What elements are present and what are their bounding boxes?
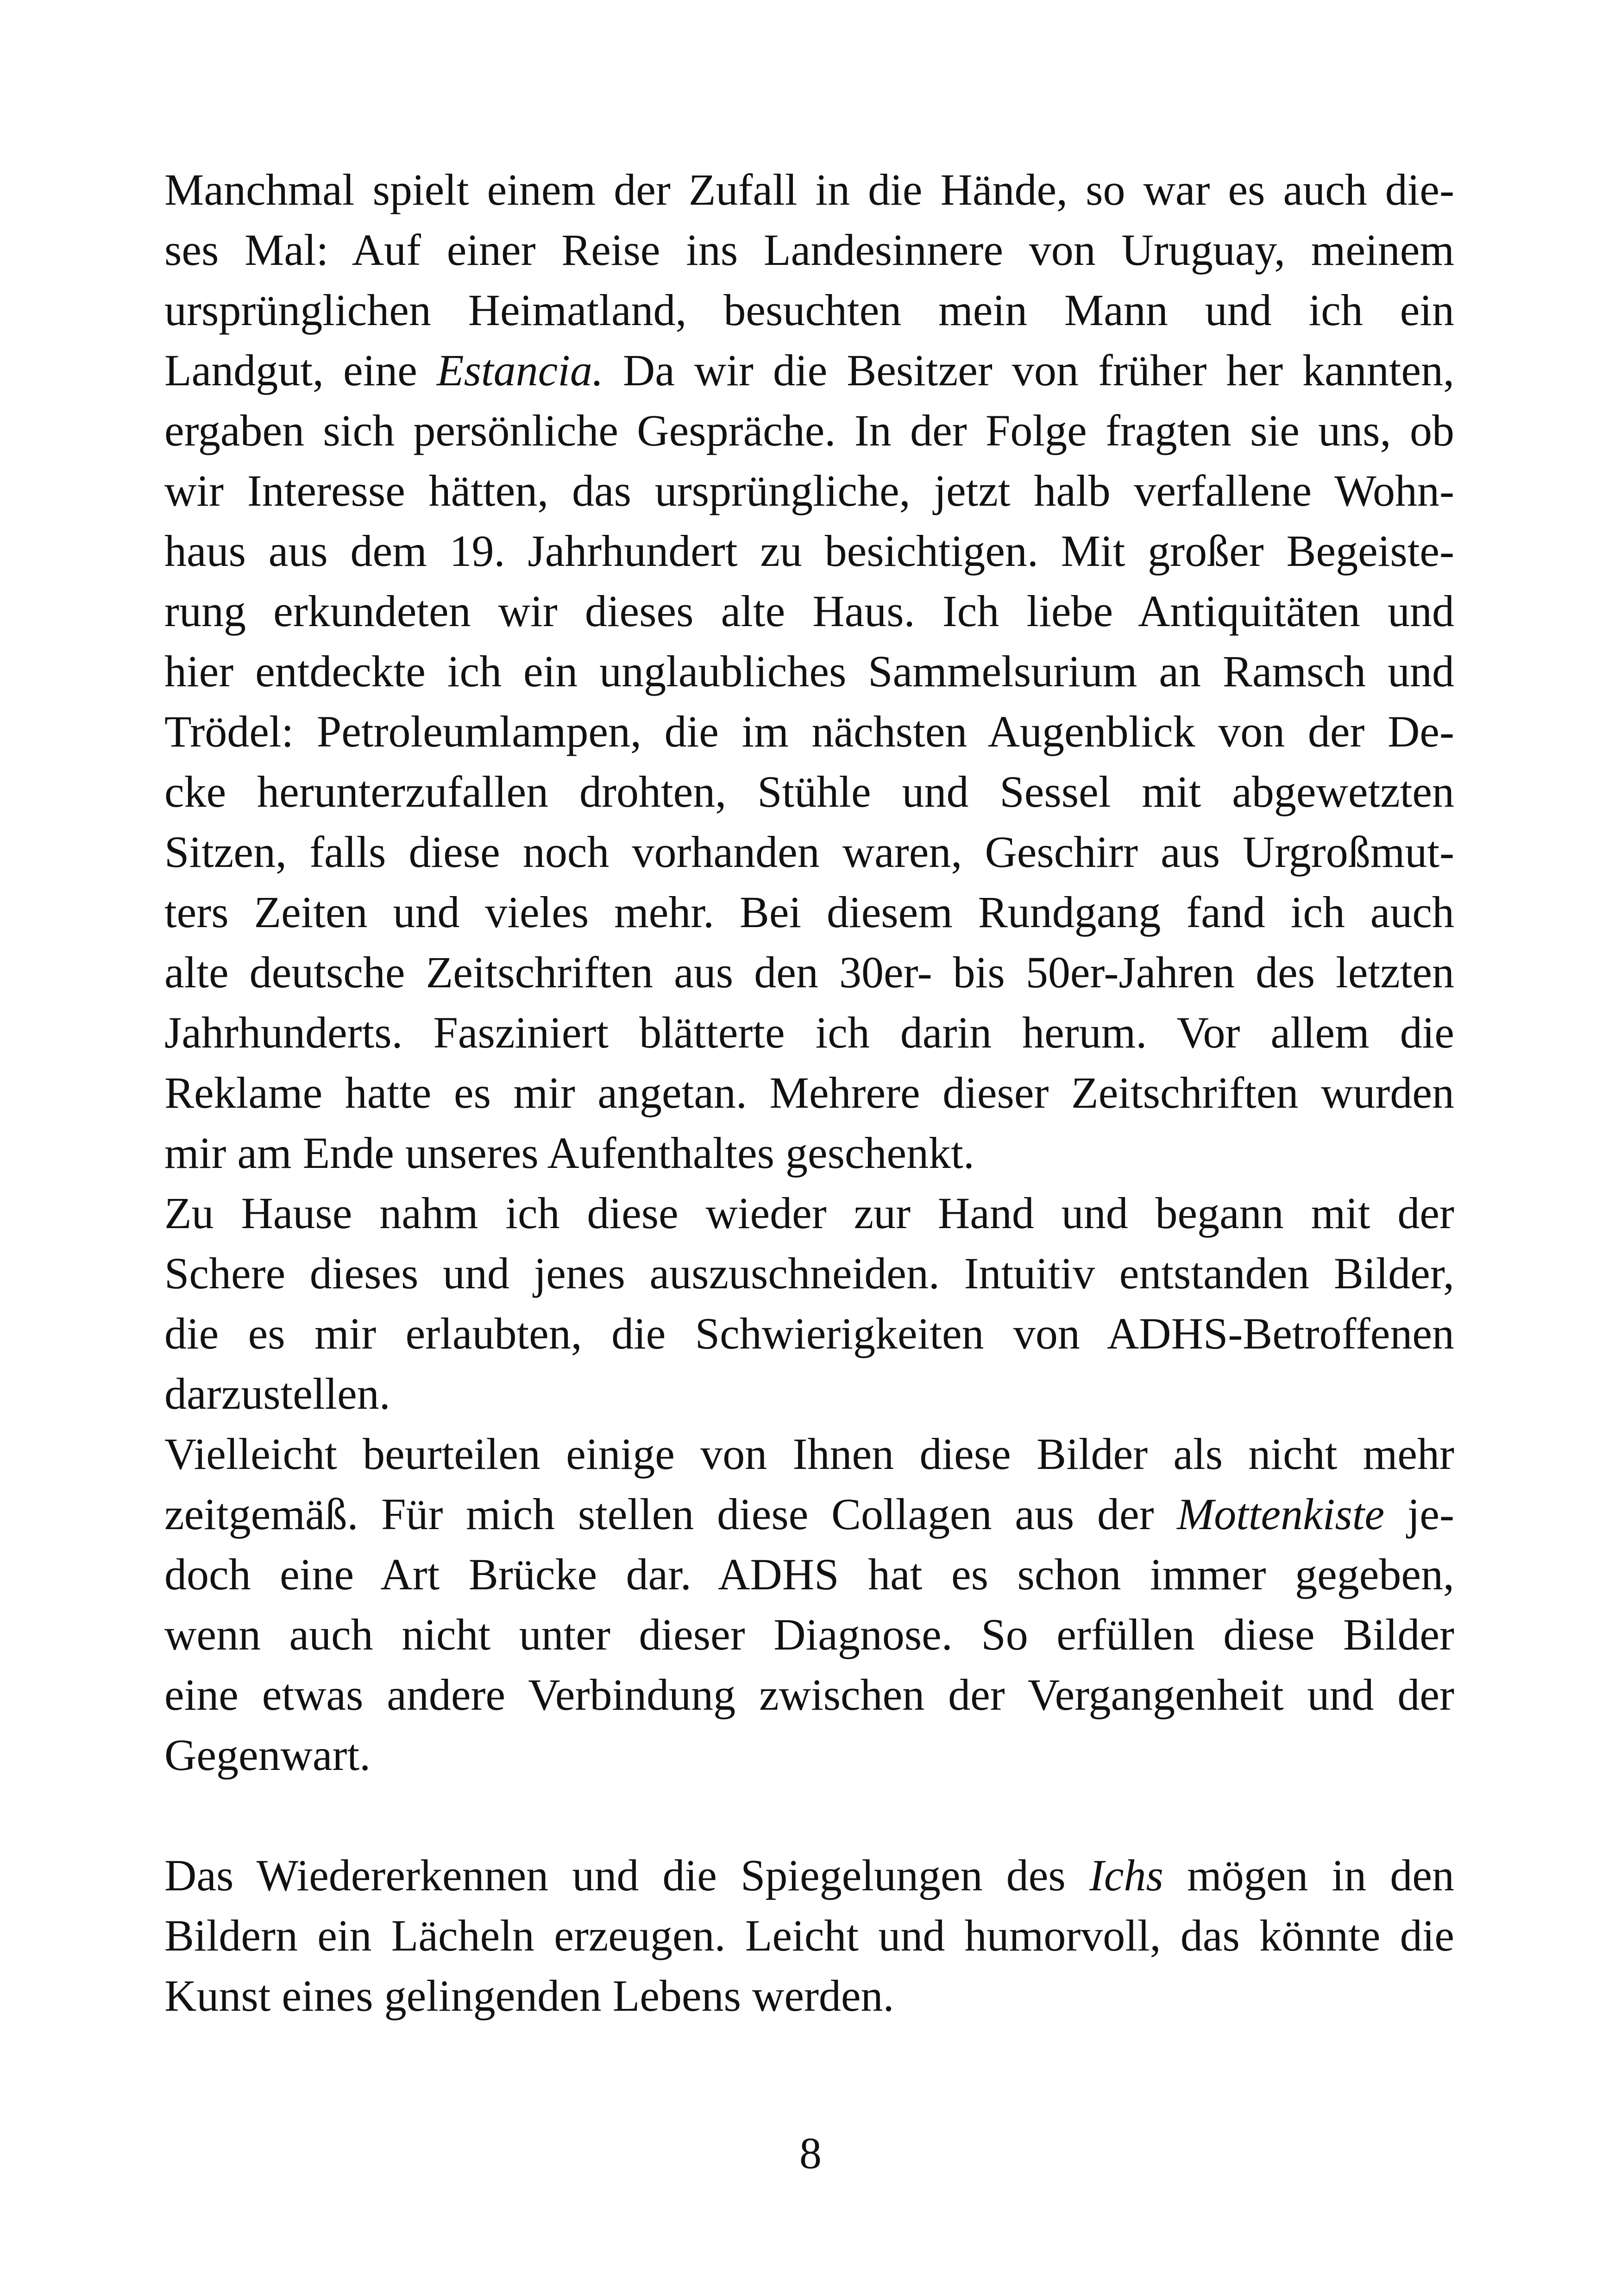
text-line: Zu Hause nahm ich diese wieder zur Hand und begann mit der [164,1188,1454,1238]
text-line: wenn auch nicht unter dieser Diagnose. So erfüllen diese Bilder [164,1610,1454,1659]
text-line: Gegenwart. [164,1730,371,1780]
text-segment: Da wir die Besitzer von früher her kannten, [603,345,1455,395]
text-line: doch eine Art Brücke dar. ADHS hat es schon immer gegeben, [164,1549,1454,1599]
text-line: Schere dieses und jenes auszuschneiden. Intuitiv entstanden Bilder, [164,1248,1454,1298]
text-line [164,340,1454,401]
text-line: ergaben sich persönliche Gespräche. In der Folge fragten sie uns, ob [164,406,1454,455]
text-line: rung erkundeten wir dieses alte Haus. Ich liebe Antiquitäten und [164,586,1454,636]
page-number: 8 [799,2128,822,2178]
italic-term: Ichs [1089,1851,1163,1900]
italic-term: Estancia. [436,345,603,395]
text-line: eine etwas andere Verbindung zwischen der Vergangenheit und der [164,1670,1454,1719]
text-segment: Das Wiedererkennen und die Spiegelungen des [164,1851,1089,1900]
body-text [164,160,1454,2026]
text-line: alte deutsche Zeitschriften aus den 30er- bis 50er-Jahren des letzten [164,947,1454,997]
text-line: haus aus dem 19. Jahrhundert zu besichtigen. Mit großer Begeiste- [164,526,1454,576]
text-line: darzustellen. [164,1369,390,1418]
text-line: Jahrhunderts. Fasziniert blätterte ich darin herum. Vor allem die [164,1008,1454,1057]
text-line [164,1484,1454,1544]
text-line: die es mir erlaubten, die Schwierigkeiten von ADHS-Betroffenen [164,1309,1454,1358]
text-line: ursprünglichen Heimatland, besuchten mein Mann und ich ein [164,285,1454,335]
text-line: wir Interesse hätten, das ursprüngliche, jetzt halb verfallene Wohn- [164,466,1454,515]
text-line: Manchmal spielt einem der Zufall in die Hände, so war es auch die- [164,165,1454,214]
text-line: Kunst eines gelingenden Lebens werden. [164,1971,894,2020]
text-line: ters Zeiten und vieles mehr. Bei diesem Rundgang fand ich auch [164,887,1454,937]
paragraph-gap [164,1785,1454,1845]
text-line: Sitzen, falls diese noch vorhanden waren, Geschirr aus Urgroßmut- [164,827,1454,877]
text-segment: zeitgemäß. Für mich stellen diese Collagen aus der [164,1489,1177,1539]
text-line: hier entdeckte ich ein unglaubliches Sammelsurium an Ramsch und [164,646,1454,696]
text-line [164,1845,1454,1906]
text-line: cke herunterzufallen drohten, Stühle und Sessel mit abgewetzten [164,767,1454,816]
text-line: Bildern ein Lächeln erzeugen. Leicht und humorvoll, das könnte die [164,1911,1454,1960]
text-line: Trödel: Petroleumlampen, die im nächsten Augenblick von der De- [164,707,1454,756]
text-segment: Landgut, eine [164,345,437,395]
text-line: mir am Ende unseres Aufenthaltes geschenkt. [164,1128,974,1178]
text-segment: je- [1384,1489,1455,1539]
text-line: Vielleicht beurteilen einige von Ihnen diese Bilder als nicht mehr [164,1429,1454,1479]
italic-term: Mottenkiste [1177,1489,1385,1539]
text-line: ses Mal: Auf einer Reise ins Landesinnere von Uruguay, meinem [164,225,1454,275]
text-segment: mögen in den [1163,1851,1455,1900]
text-line: Reklame hatte es mir angetan. Mehrere dieser Zeitschriften wurden [164,1068,1454,1117]
